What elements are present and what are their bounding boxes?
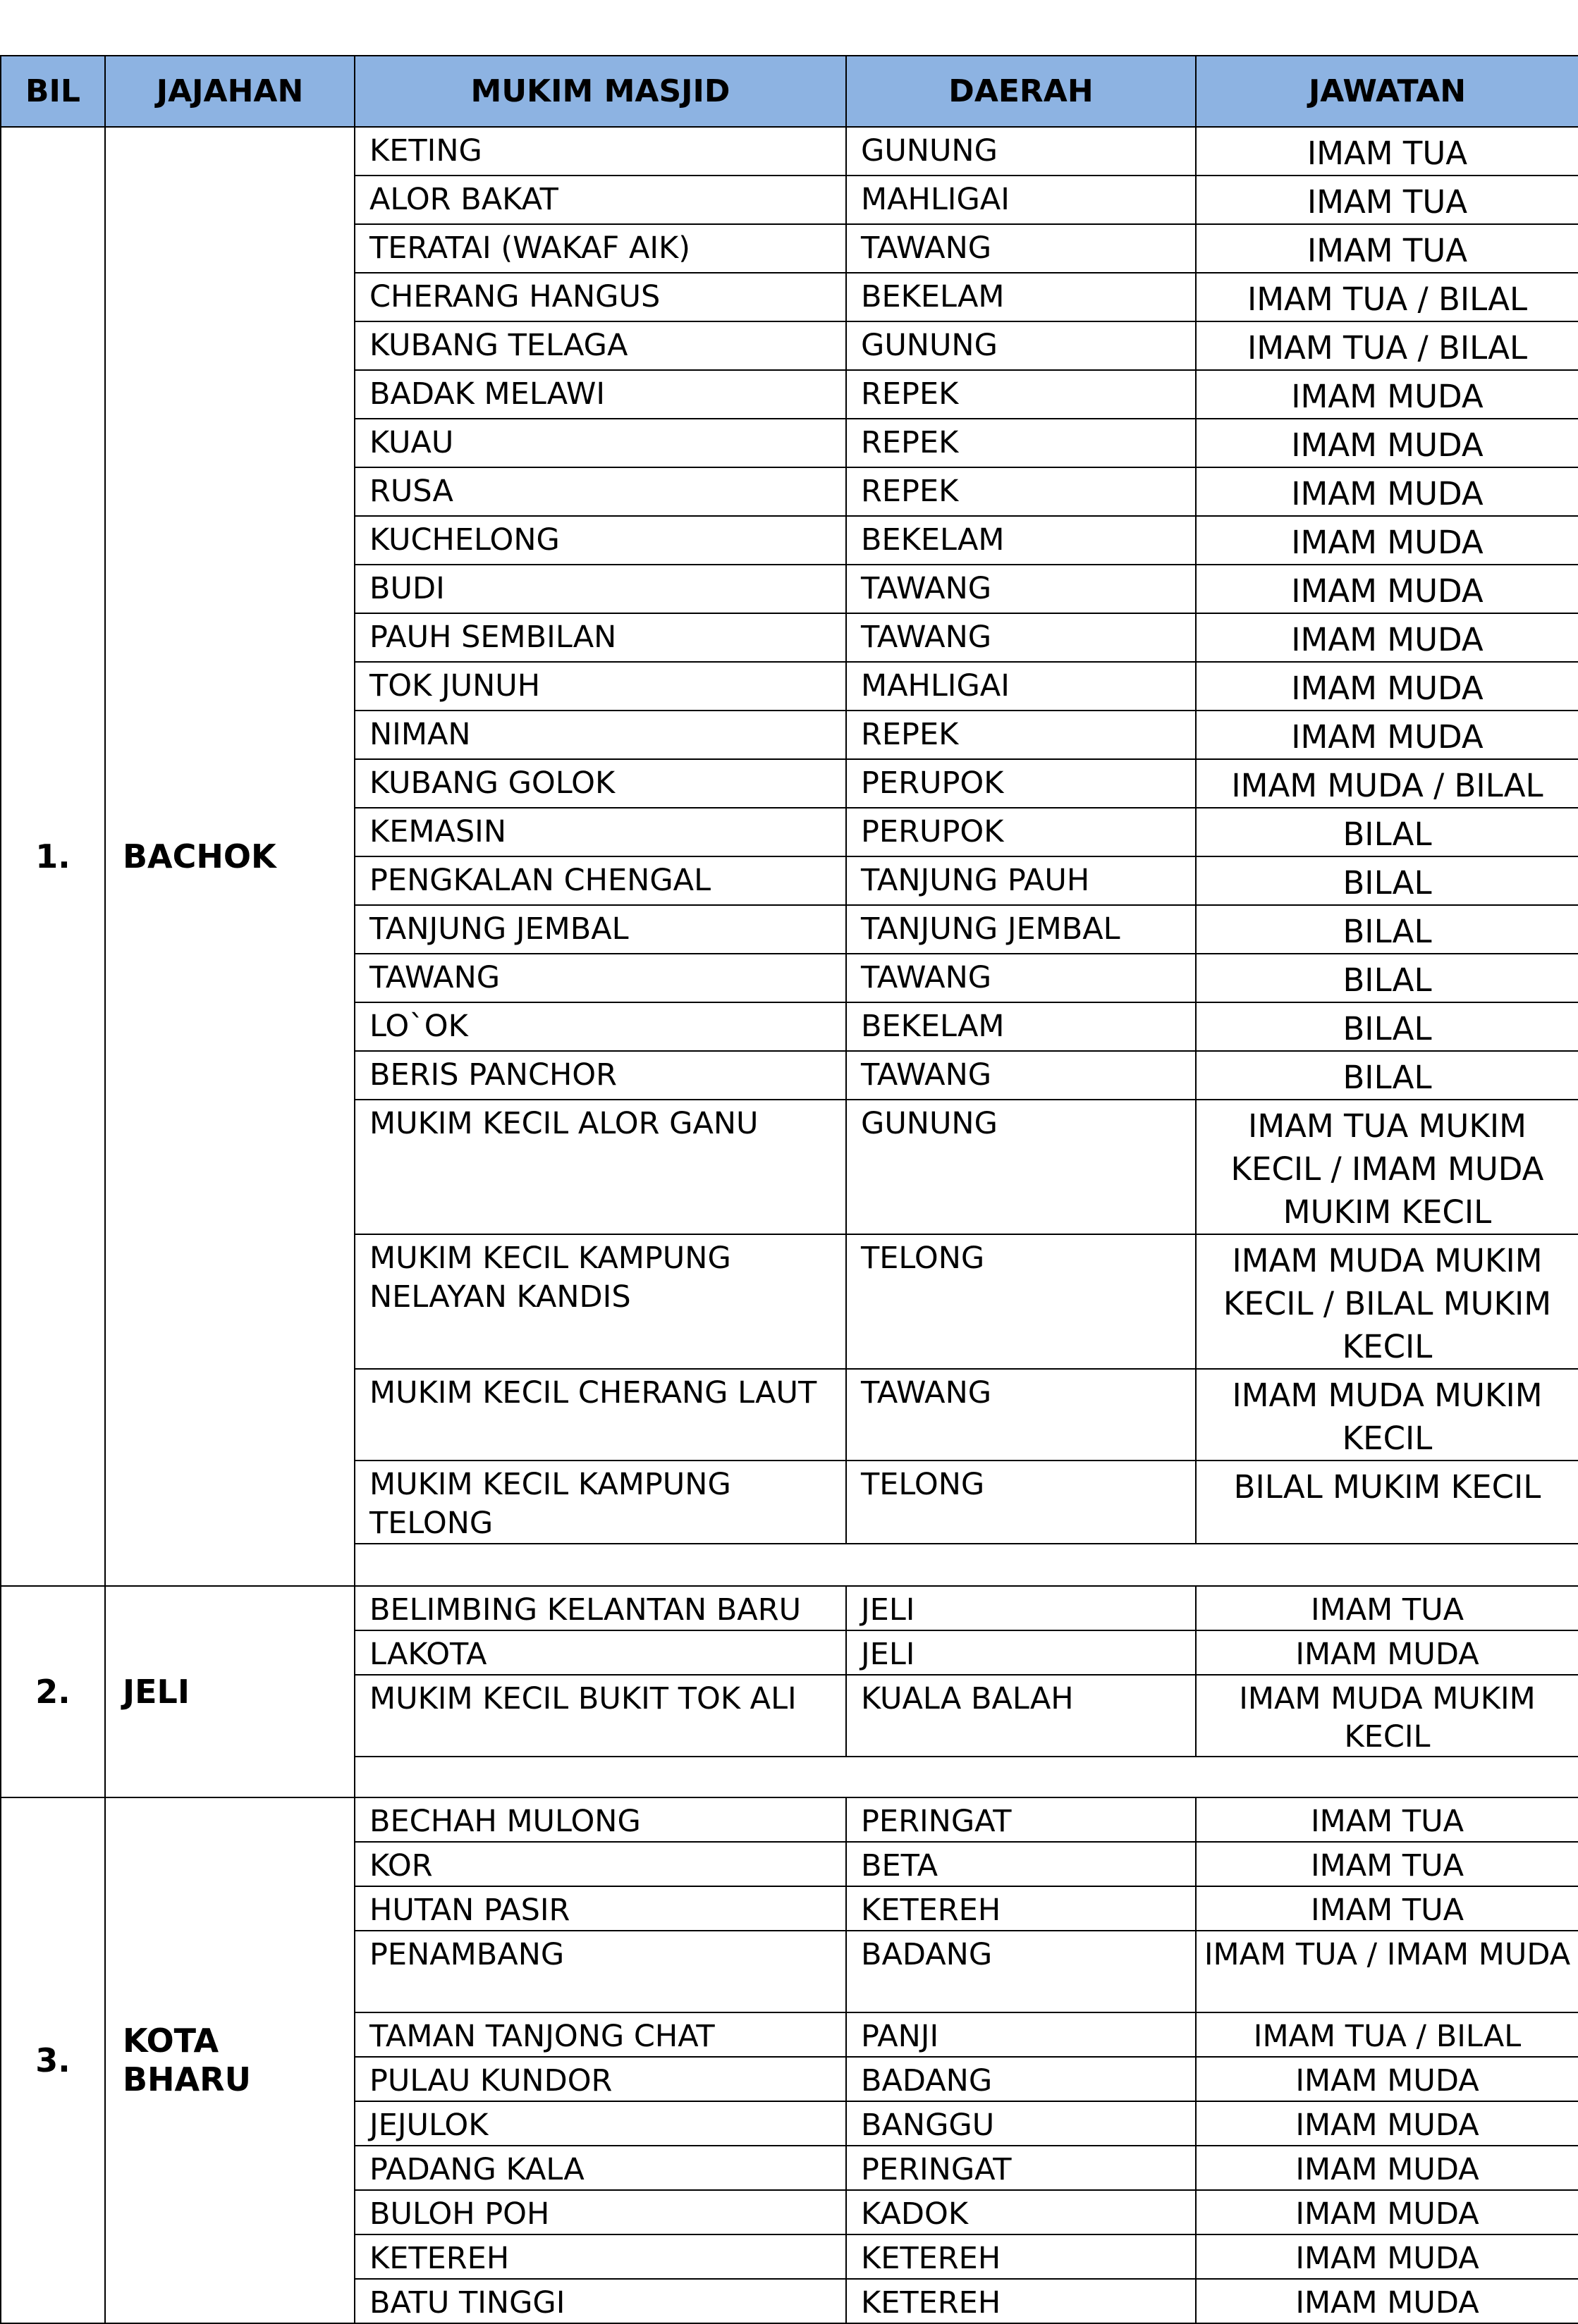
daerah-cell: JELI <box>846 1586 1196 1630</box>
jawatan-cell: IMAM TUA / BILAL <box>1196 321 1578 370</box>
jawatan-cell: IMAM MUDA <box>1196 2234 1578 2279</box>
mukim-cell: LO`OK <box>355 1002 846 1051</box>
jawatan-cell: BILAL <box>1196 954 1578 1002</box>
mukim-cell: NIMAN <box>355 711 846 759</box>
mukim-cell: BADAK MELAWI <box>355 370 846 419</box>
daerah-cell: GUNUNG <box>846 127 1196 176</box>
daerah-cell: BANGGU <box>846 2101 1196 2146</box>
daerah-cell: BEKELAM <box>846 273 1196 321</box>
mukim-cell: BATU TINGGI <box>355 2279 846 2323</box>
jawatan-cell: IMAM TUA <box>1196 1842 1578 1886</box>
mukim-cell: TERATAI (WAKAF AIK) <box>355 224 846 273</box>
mukim-cell: KOR <box>355 1842 846 1886</box>
jawatan-cell: IMAM MUDA <box>1196 419 1578 467</box>
mukim-cell: JEJULOK <box>355 2101 846 2146</box>
daerah-cell: GUNUNG <box>846 321 1196 370</box>
mukim-cell: BUDI <box>355 565 846 613</box>
mukim-cell: MUKIM KECIL ALOR GANU <box>355 1100 846 1234</box>
daerah-cell: BADANG <box>846 1931 1196 2012</box>
mukim-cell: MUKIM KECIL CHERANG LAUT <box>355 1369 846 1461</box>
table-body <box>1 127 1578 2323</box>
table-row <box>1 1586 1578 1630</box>
daerah-cell: REPEK <box>846 467 1196 516</box>
header-bil: BIL <box>1 56 105 127</box>
jawatan-cell: IMAM MUDA <box>1196 1630 1578 1675</box>
daerah-cell: TAWANG <box>846 565 1196 613</box>
mukim-cell: TAMAN TANJONG CHAT <box>355 2012 846 2057</box>
jawatan-cell: BILAL <box>1196 856 1578 905</box>
jawatan-cell: IMAM MUDA <box>1196 613 1578 662</box>
daerah-cell: TANJUNG JEMBAL <box>846 905 1196 954</box>
jajahan-cell: JELI <box>105 1586 355 1797</box>
daerah-cell: TELONG <box>846 1461 1196 1544</box>
mukim-cell: KEMASIN <box>355 808 846 856</box>
jawatan-cell: IMAM MUDA MUKIM KECIL / BILAL MUKIM KECIL <box>1196 1234 1578 1369</box>
mukim-cell: MUKIM KECIL BUKIT TOK ALI <box>355 1675 846 1757</box>
jawatan-cell: IMAM MUDA <box>1196 662 1578 711</box>
mosque-position-table <box>0 55 1578 2324</box>
jawatan-cell: IMAM MUDA <box>1196 2279 1578 2323</box>
jawatan-cell: BILAL MUKIM KECIL <box>1196 1461 1578 1544</box>
jawatan-cell: IMAM TUA / BILAL <box>1196 2012 1578 2057</box>
mukim-cell: PENAMBANG <box>355 1931 846 2012</box>
jawatan-cell: IMAM MUDA / BILAL <box>1196 759 1578 808</box>
jawatan-cell: IMAM MUDA MUKIM KECIL <box>1196 1369 1578 1461</box>
daerah-cell: TELONG <box>846 1234 1196 1369</box>
mukim-cell: TAWANG <box>355 954 846 1002</box>
daerah-cell: KETEREH <box>846 1886 1196 1931</box>
jawatan-cell: IMAM MUDA <box>1196 2146 1578 2190</box>
daerah-cell: PERUPOK <box>846 808 1196 856</box>
mukim-cell: LAKOTA <box>355 1630 846 1675</box>
jawatan-cell: IMAM TUA <box>1196 127 1578 176</box>
mukim-cell: MUKIM KECIL KAMPUNG NELAYAN KANDIS <box>355 1234 846 1369</box>
jawatan-cell: IMAM TUA / BILAL <box>1196 273 1578 321</box>
jawatan-cell: IMAM TUA <box>1196 1586 1578 1630</box>
jawatan-cell: IMAM MUDA <box>1196 2190 1578 2234</box>
jawatan-cell: IMAM MUDA <box>1196 711 1578 759</box>
mukim-cell: RUSA <box>355 467 846 516</box>
daerah-cell: GUNUNG <box>846 1100 1196 1234</box>
jawatan-cell: BILAL <box>1196 1002 1578 1051</box>
jawatan-cell: IMAM MUDA <box>1196 2101 1578 2146</box>
mukim-cell: PAUH SEMBILAN <box>355 613 846 662</box>
daerah-cell: TAWANG <box>846 1369 1196 1461</box>
daerah-cell: KUALA BALAH <box>846 1675 1196 1757</box>
jawatan-cell: IMAM TUA <box>1196 176 1578 224</box>
bil-cell: 2. <box>1 1586 105 1797</box>
jawatan-cell: IMAM TUA MUKIM KECIL / IMAM MUDA MUKIM KECIL <box>1196 1100 1578 1234</box>
jawatan-cell: IMAM TUA / IMAM MUDA <box>1196 1931 1578 2012</box>
daerah-cell: TAWANG <box>846 224 1196 273</box>
daerah-cell: TANJUNG PAUH <box>846 856 1196 905</box>
jajahan-cell: KOTA BHARU <box>105 1797 355 2323</box>
daerah-cell: KETEREH <box>846 2234 1196 2279</box>
daerah-cell: MAHLIGAI <box>846 176 1196 224</box>
jawatan-cell: IMAM MUDA <box>1196 2057 1578 2101</box>
header-jajahan: JAJAHAN <box>105 56 355 127</box>
daerah-cell: REPEK <box>846 419 1196 467</box>
mukim-cell: KUCHELONG <box>355 516 846 565</box>
bil-cell: 3. <box>1 1797 105 2323</box>
jawatan-cell: IMAM MUDA <box>1196 565 1578 613</box>
empty-cell <box>355 1757 1578 1797</box>
daerah-cell: PANJI <box>846 2012 1196 2057</box>
daerah-cell: BADANG <box>846 2057 1196 2101</box>
daerah-cell: REPEK <box>846 711 1196 759</box>
daerah-cell: TAWANG <box>846 1051 1196 1100</box>
mukim-cell: BULOH POH <box>355 2190 846 2234</box>
header-jawatan: JAWATAN <box>1196 56 1578 127</box>
daerah-cell: JELI <box>846 1630 1196 1675</box>
table-row <box>1 127 1578 176</box>
jawatan-cell: IMAM MUDA <box>1196 516 1578 565</box>
daerah-cell: REPEK <box>846 370 1196 419</box>
jawatan-cell: BILAL <box>1196 905 1578 954</box>
jawatan-cell: IMAM TUA <box>1196 1797 1578 1842</box>
mukim-cell: TOK JUNUH <box>355 662 846 711</box>
mukim-cell: KETING <box>355 127 846 176</box>
daerah-cell: MAHLIGAI <box>846 662 1196 711</box>
jawatan-cell: BILAL <box>1196 1051 1578 1100</box>
mukim-cell: BELIMBING KELANTAN BARU <box>355 1586 846 1630</box>
mukim-cell: KUBANG TELAGA <box>355 321 846 370</box>
mukim-cell: KUAU <box>355 419 846 467</box>
daerah-cell: PERINGAT <box>846 2146 1196 2190</box>
table-row <box>1 1797 1578 1842</box>
mukim-cell: KETEREH <box>355 2234 846 2279</box>
daerah-cell: TAWANG <box>846 954 1196 1002</box>
mukim-cell: BECHAH MULONG <box>355 1797 846 1842</box>
daerah-cell: PERINGAT <box>846 1797 1196 1842</box>
jawatan-cell: BILAL <box>1196 808 1578 856</box>
mukim-cell: MUKIM KECIL KAMPUNG TELONG <box>355 1461 846 1544</box>
mukim-cell: ALOR BAKAT <box>355 176 846 224</box>
header-row <box>1 56 1578 127</box>
daerah-cell: TAWANG <box>846 613 1196 662</box>
mukim-cell: PULAU KUNDOR <box>355 2057 846 2101</box>
header-mukim-masjid: MUKIM MASJID <box>355 56 846 127</box>
daerah-cell: BEKELAM <box>846 1002 1196 1051</box>
daerah-cell: BETA <box>846 1842 1196 1886</box>
jawatan-cell: IMAM TUA <box>1196 224 1578 273</box>
mukim-cell: HUTAN PASIR <box>355 1886 846 1931</box>
mukim-cell: TANJUNG JEMBAL <box>355 905 846 954</box>
daerah-cell: KADOK <box>846 2190 1196 2234</box>
mukim-cell: KUBANG GOLOK <box>355 759 846 808</box>
empty-cell <box>355 1544 1578 1586</box>
jawatan-cell: IMAM MUDA <box>1196 467 1578 516</box>
mukim-cell: BERIS PANCHOR <box>355 1051 846 1100</box>
header-daerah: DAERAH <box>846 56 1196 127</box>
mukim-cell: PADANG KALA <box>355 2146 846 2190</box>
daerah-cell: PERUPOK <box>846 759 1196 808</box>
daerah-cell: BEKELAM <box>846 516 1196 565</box>
jawatan-cell: IMAM MUDA MUKIM KECIL <box>1196 1675 1578 1757</box>
jawatan-cell: IMAM TUA <box>1196 1886 1578 1931</box>
daerah-cell: KETEREH <box>846 2279 1196 2323</box>
jawatan-cell: IMAM MUDA <box>1196 370 1578 419</box>
mukim-cell: PENGKALAN CHENGAL <box>355 856 846 905</box>
jajahan-cell: BACHOK <box>105 127 355 1586</box>
mukim-cell: CHERANG HANGUS <box>355 273 846 321</box>
bil-cell: 1. <box>1 127 105 1586</box>
